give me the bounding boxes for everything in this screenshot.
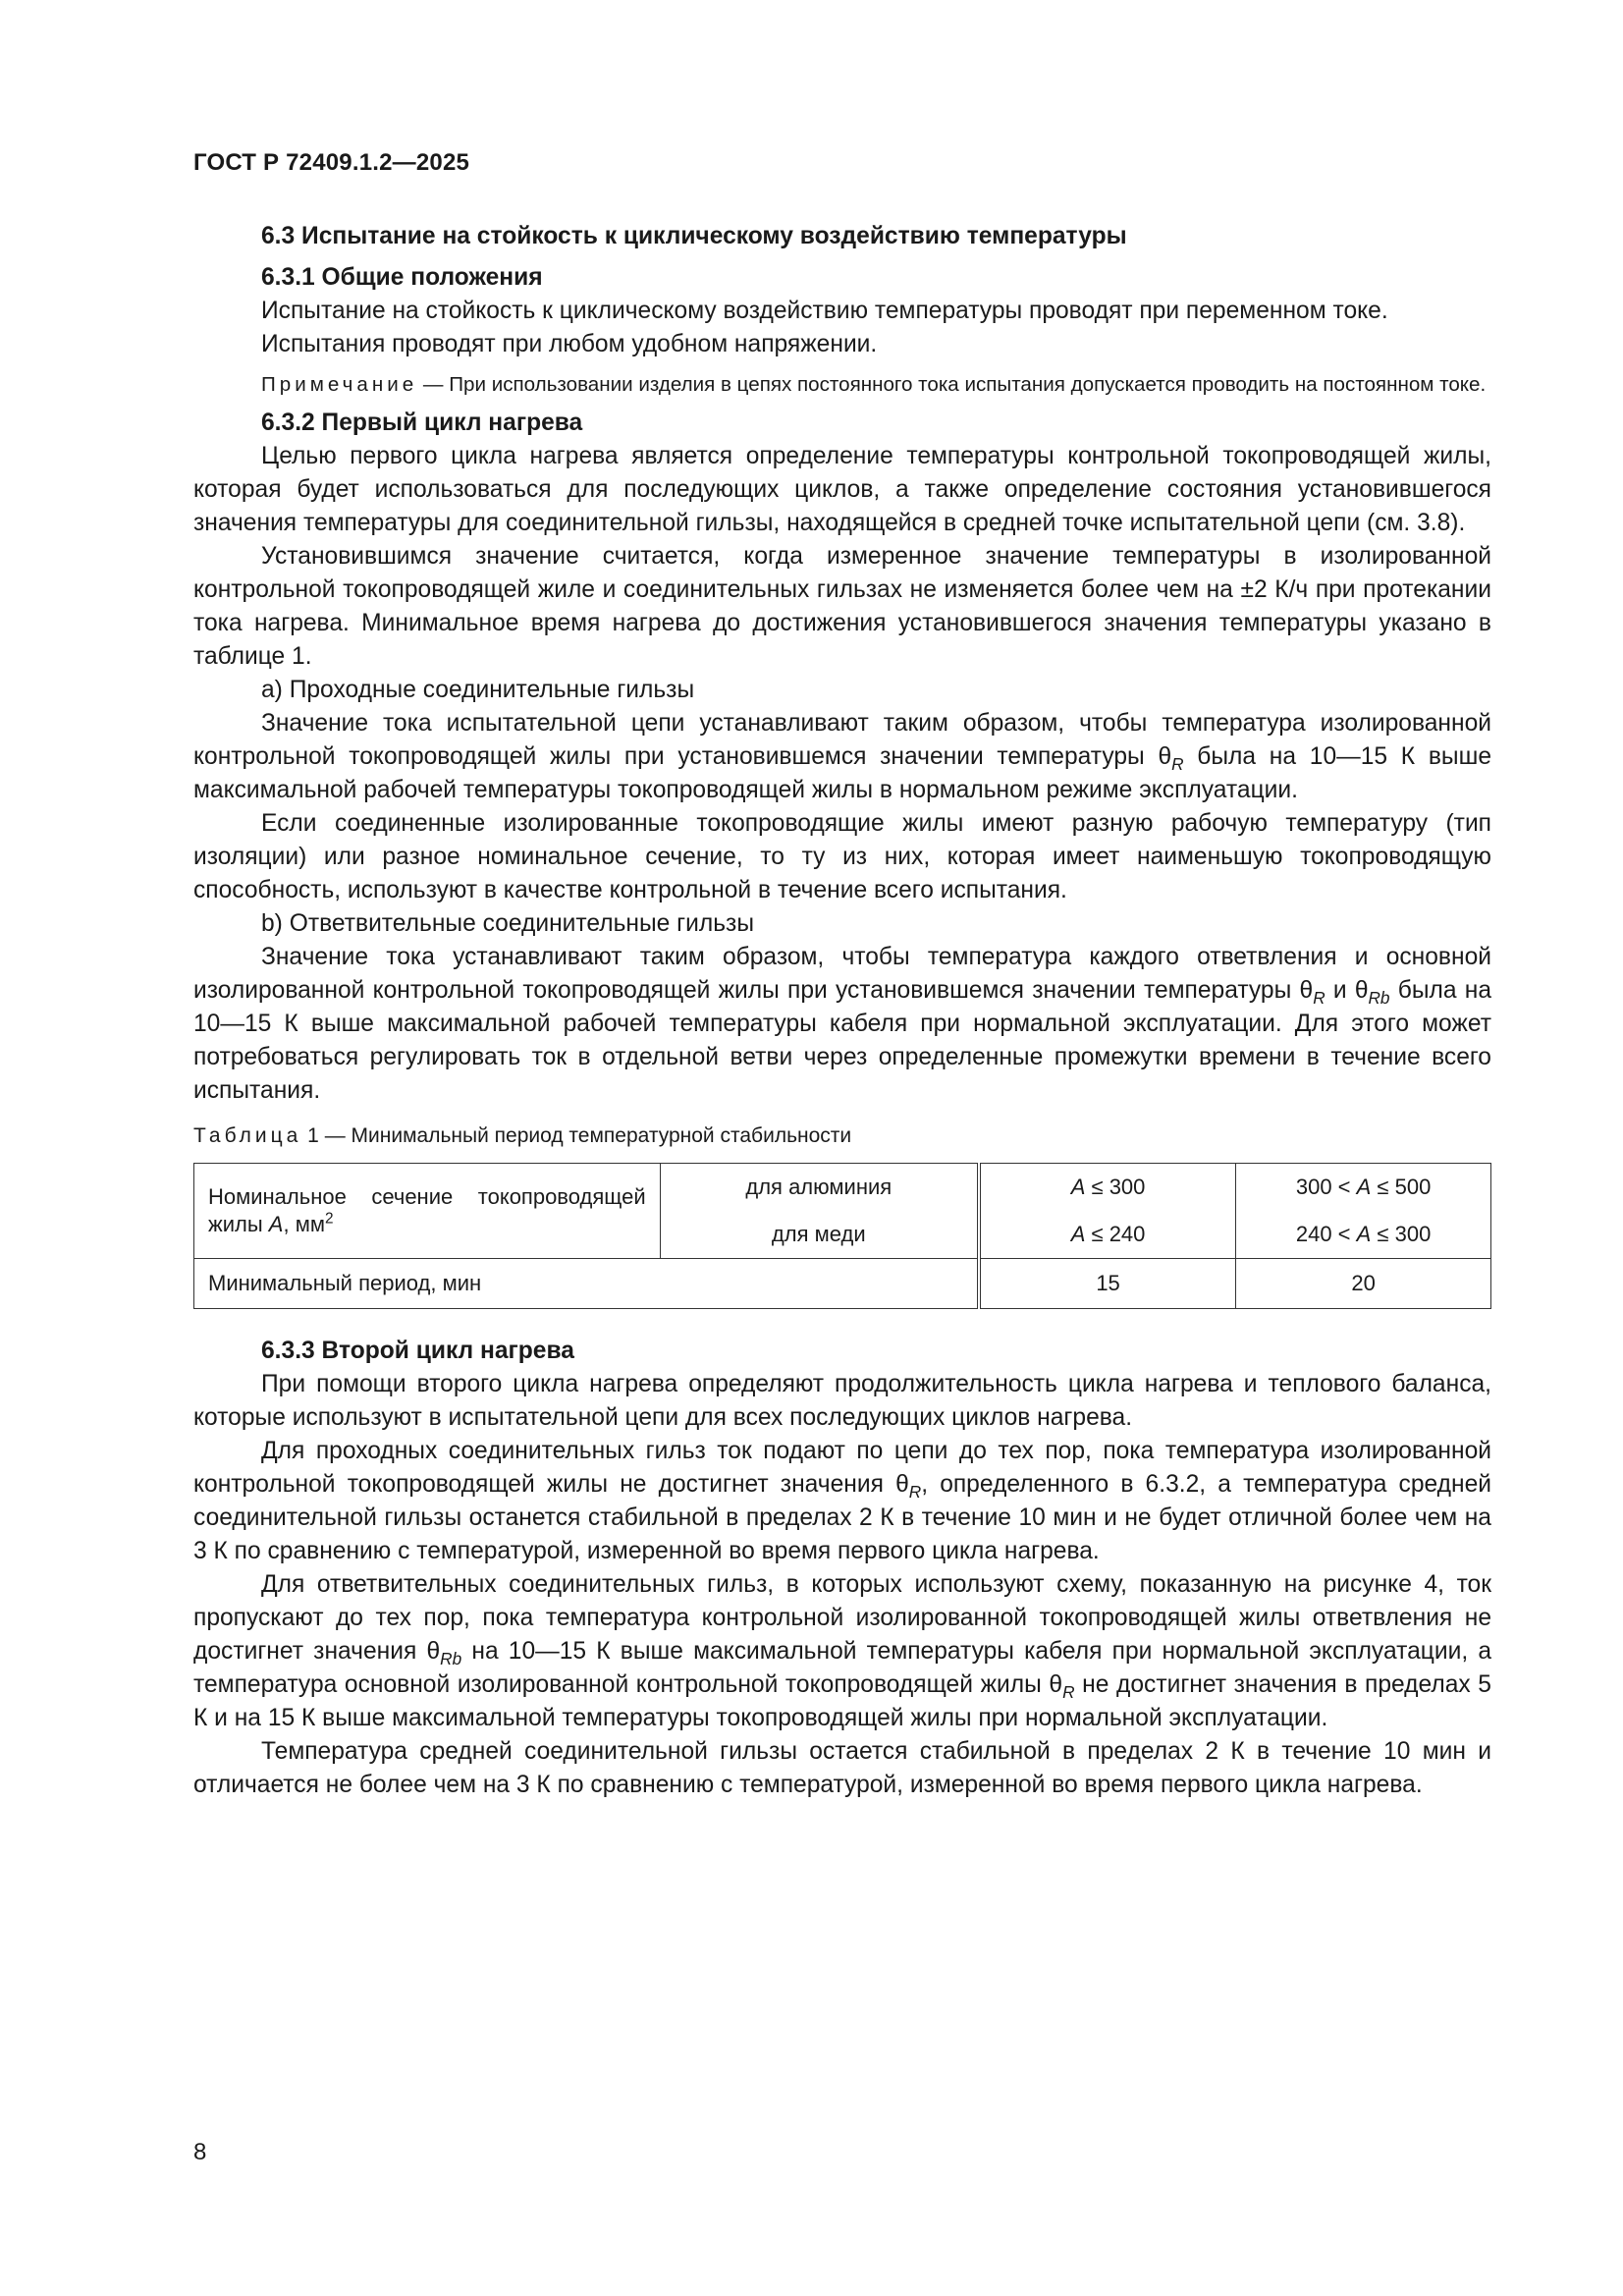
table-cell: 20 — [1236, 1259, 1491, 1309]
standard-header: ГОСТ Р 72409.1.2—2025 — [193, 149, 470, 176]
theta-symbol: θ — [1354, 977, 1369, 1004]
paragraph: Если соединенные изолированные токопроводящие жилы имеют разную рабочую температуру (тип изоляции) или разное номинальное сечение, то ту из них, которая имеет наименьшую токопроводящую способность, используют в качестве контрольной в течение всего испытания. — [193, 810, 1491, 903]
table-cell-row-header: Номинальное сечение токопроводящей жилы A, $мм^2$ — [194, 1164, 661, 1259]
theta-symbol: θ — [1049, 1671, 1063, 1698]
paragraph: Значение тока испытательной цепи устанавливают таким образом, чтобы температура изолированной контрольной токопроводящей жилы при установившемся значении температуры $\theta_R$ была на 10—15 К выше максимальной рабочей температуры токопроводящей жилы в нормальном режиме эксплуатации. — [193, 710, 1491, 803]
paragraph: Испытание на стойкость к циклическому воздействию температуры проводят при переменном токе. — [261, 298, 1388, 324]
paragraph: Испытания проводят при любом удобном напряжении. — [261, 331, 878, 357]
table-cell: для меди — [660, 1211, 979, 1259]
paragraph: Целью первого цикла нагрева является определение температуры контрольной токопроводящей жилы, которая будет использоваться для последующих циклов, а также определение состояния установившегося значения температуры для соединительной гильзы, находящейся в средней точке испытательной цепи (см. 3.8). — [193, 443, 1491, 536]
section-6-3-title: 6.3 Испытание на стойкость к циклическому воздействию температуры — [261, 223, 1127, 249]
section-6-3-2-title: 6.3.2 Первый цикл нагрева — [261, 410, 583, 436]
table-cell: для алюминия — [660, 1164, 979, 1212]
list-item-b: b) Ответвительные соединительные гильзы — [261, 910, 754, 937]
theta-symbol: θ — [895, 1471, 909, 1498]
list-item-a: a) Проходные соединительные гильзы — [261, 677, 695, 703]
table-cell: A ≤ 300 — [979, 1164, 1236, 1212]
table-row — [194, 1259, 1491, 1309]
table-row — [194, 1164, 1491, 1212]
section-6-3-3-title: 6.3.3 Второй цикл нагрева — [261, 1338, 574, 1364]
paragraph: Температура средней соединительной гильзы остается стабильной в пределах 2 К в течение 10 мин и отличается не более чем на 3 К по сравнению с температурой, измеренной во время первого цикла нагрева. — [193, 1738, 1491, 1798]
theta-symbol: θ — [1158, 743, 1172, 770]
page-number: 8 — [193, 2139, 207, 2165]
table-cell: Минимальный период, мин — [194, 1259, 979, 1309]
section-6-3-1-title: 6.3.1 Общие положения — [261, 264, 543, 291]
table-1 — [193, 1163, 1491, 1309]
note-label: Примечание — [261, 373, 418, 396]
paragraph: Значение тока устанавливают таким образом, чтобы температура каждого ответвления и основной изолированной контрольной токопроводящей жилы при установившемся значении температуры $\theta_R$ и $\theta_{Rb}$ была на 10—15 К выше максимальной рабочей температуры кабеля при нормальной эксплуатации. Для этого может потребоваться регулировать ток в отдельной ветви через определенные промежутки времени в течение всего испытания. — [193, 944, 1492, 1104]
document-body — [193, 220, 1491, 1802]
table-caption: Таблица 1 — Минимальный период температурной стабильности — [193, 1124, 852, 1147]
paragraph: При помощи второго цикла нагрева определяют продолжительность цикла нагрева и теплового баланса, которые используют в испытательной цепи для всех последующих циклов нагрева. — [193, 1371, 1491, 1431]
table-cell: A ≤ 240 — [979, 1211, 1236, 1259]
theta-symbol: θ — [1299, 977, 1314, 1004]
paragraph: Для ответвительных соединительных гильз, в которых используют схему, показанную на рисунке 4, ток пропускают до тех пор, пока температура контрольной изолированной токопроводящей жилы ответвления не достигнет значения $\theta_{Rb}$ на 10—15 К выше максимальной температуры кабеля при нормальной эксплуатации, а температура основной изолированной контрольной токопроводящей жилы $\theta_R$ не достигнет значения в пределах 5 К и на 15 К выше максимальной температуры токопроводящей жилы при нормальной эксплуатации. — [193, 1571, 1492, 1731]
paragraph: Установившимся значение считается, когда измеренное значение температуры в изолированной контрольной токопроводящей жиле и соединительных гильзах не изменяется более чем на ±2 К/ч при протекании тока нагрева. Минимальное время нагрева до достижения установившегося значения температуры указано в таблице 1. — [193, 543, 1491, 670]
table-cell: 15 — [979, 1259, 1236, 1309]
note — [193, 369, 1491, 401]
paragraph: Для проходных соединительных гильз ток подают по цепи до тех пор, пока температура изолированной контрольной токопроводящей жилы не достигнет значения $\theta_R$, определенного в 6.3.2, а температура средней соединительной гильзы останется стабильной в пределах 2 К в течение 10 мин и не будет отличной более чем на 3 К по сравнению с температурой, измеренной во время первого цикла нагрева. — [193, 1438, 1491, 1564]
table-cell: 300 < A ≤ 500 — [1236, 1164, 1491, 1212]
note-text: — При использовании изделия в цепях постоянного тока испытания допускается проводить на постоянном токе. — [417, 373, 1487, 396]
theta-symbol: θ — [426, 1638, 441, 1665]
table-cell: 240 < A ≤ 300 — [1236, 1211, 1491, 1259]
